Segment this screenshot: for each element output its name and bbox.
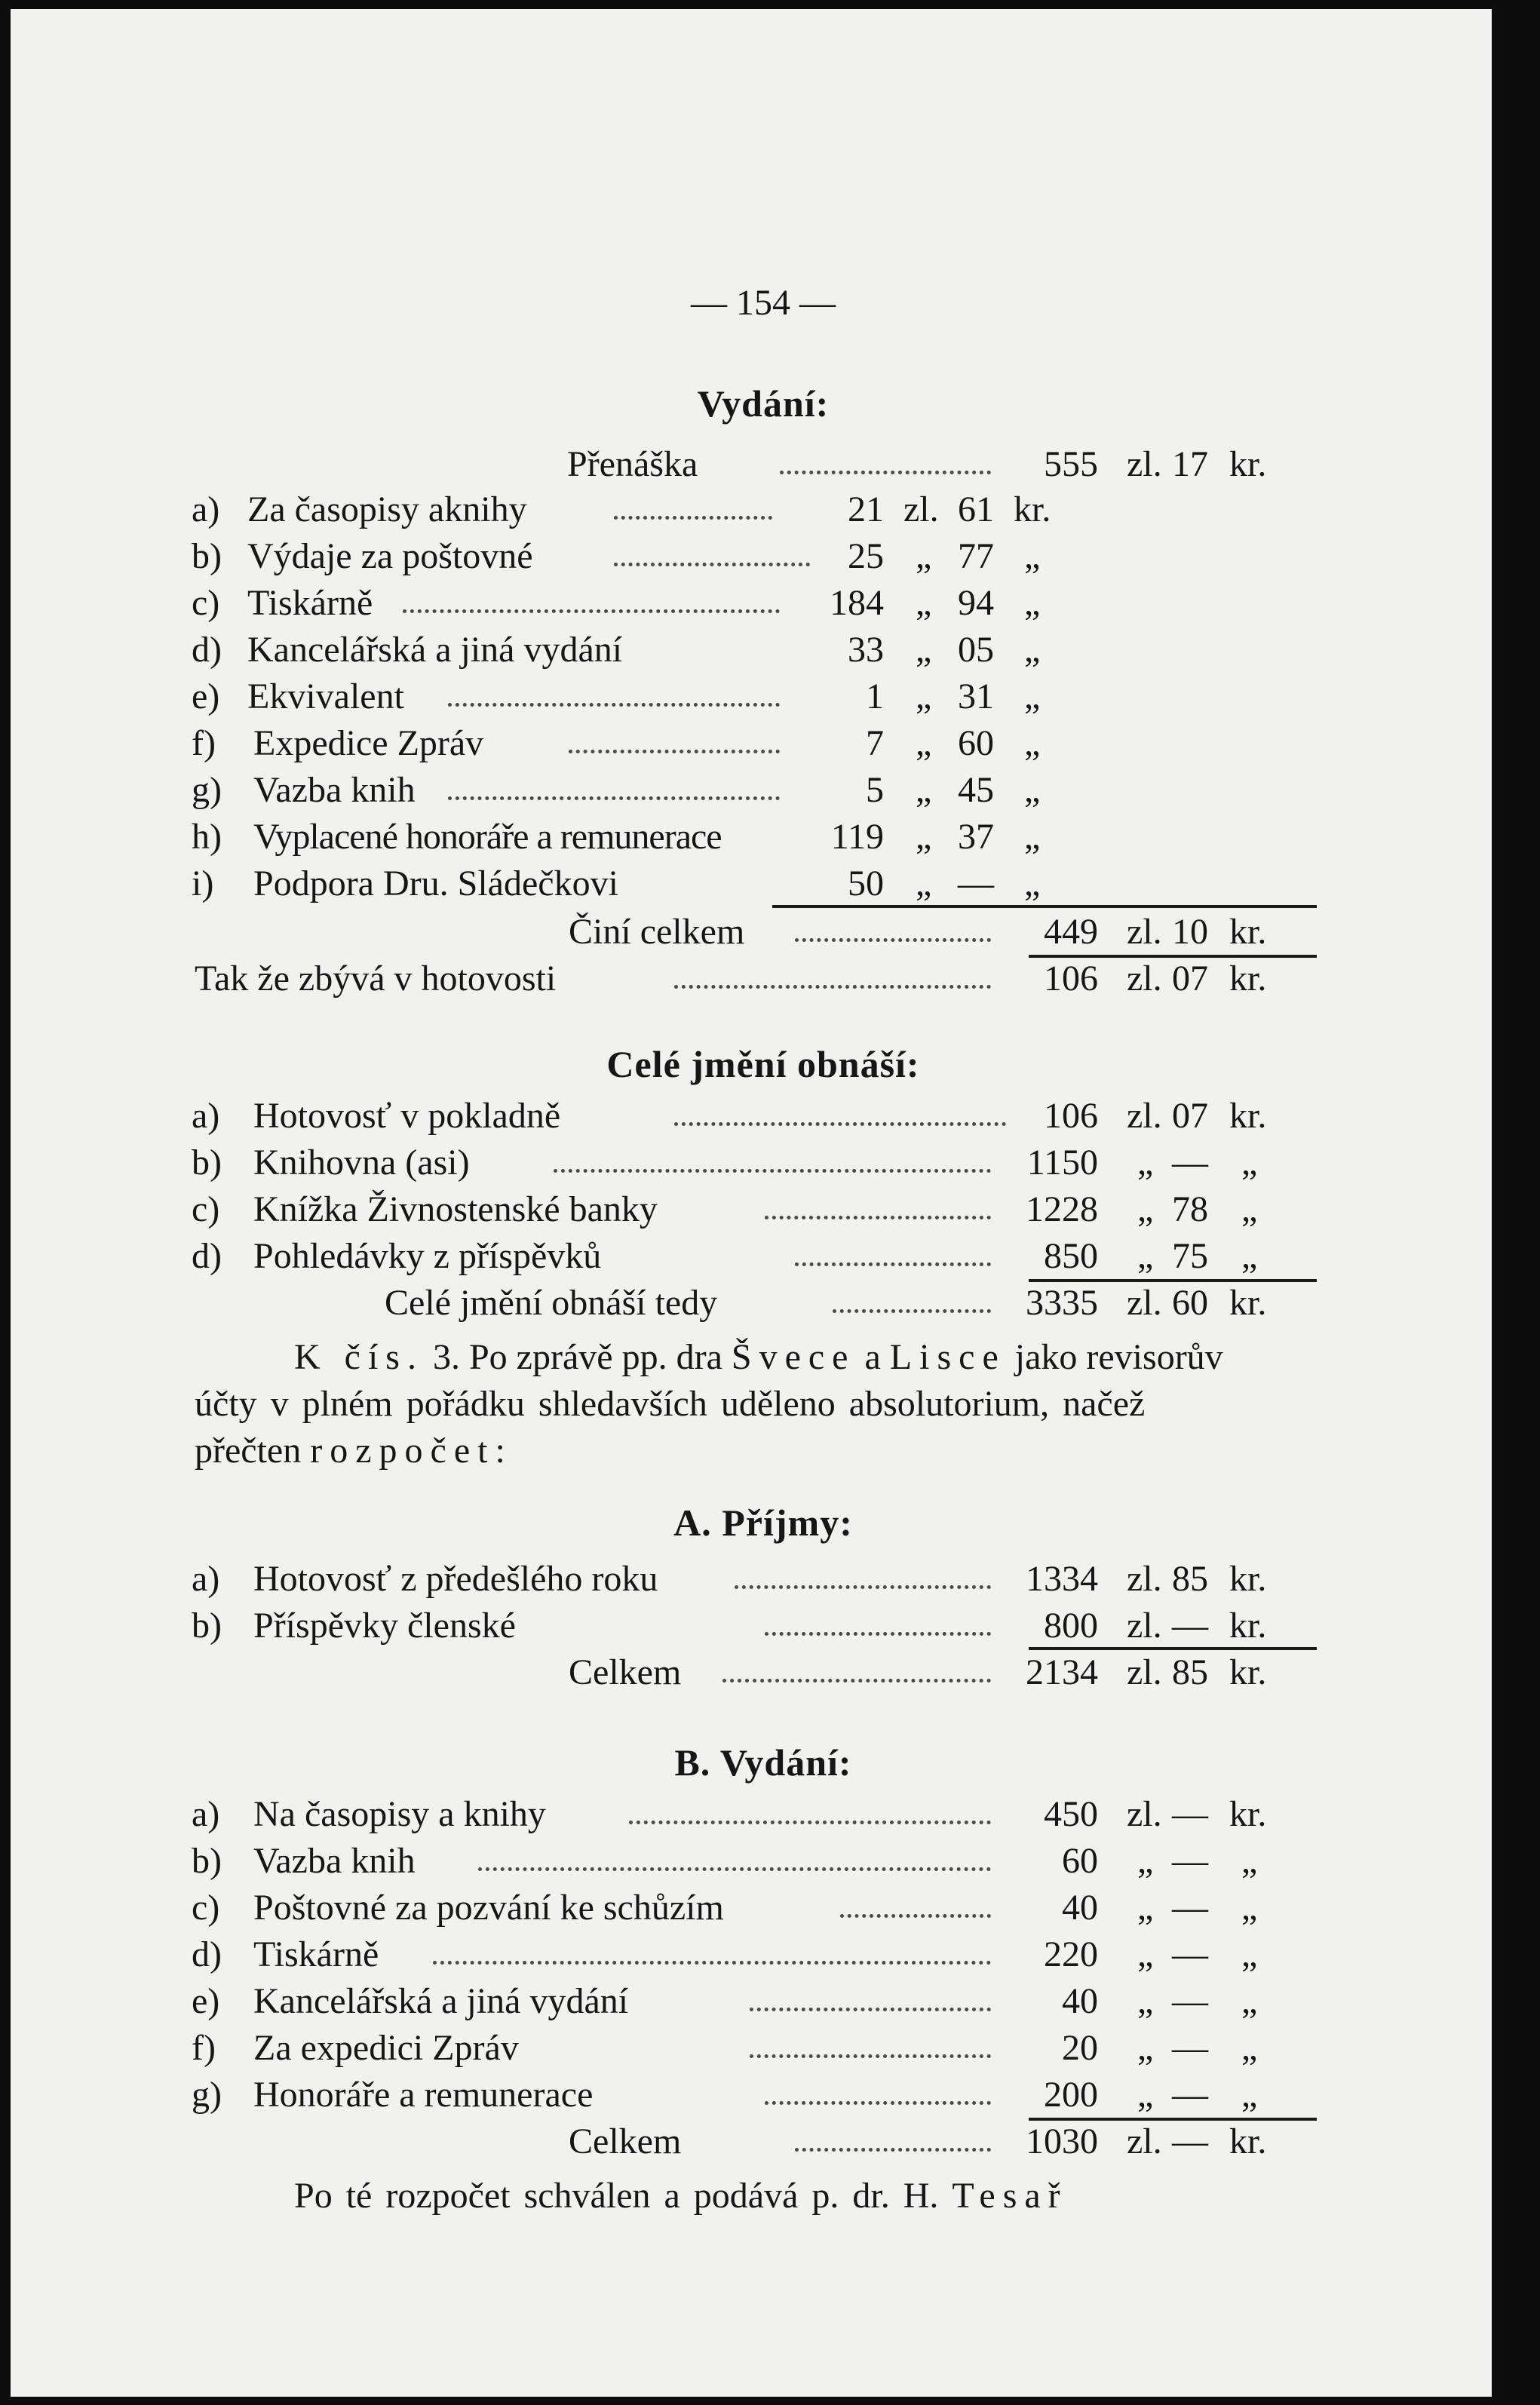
leader-dots	[614, 563, 810, 566]
paragraph-line-3	[195, 1433, 505, 1469]
leader-dots	[765, 2101, 991, 2105]
vydani-b-total-label: Celkem	[569, 2121, 682, 2161]
vydani-b-total-zl-unit: zl.	[1127, 2121, 1162, 2161]
item-zl: 106	[1044, 1096, 1098, 1136]
carry-kr: 17	[1172, 444, 1208, 484]
prijmy-total-kr-unit: kr.	[1229, 1652, 1267, 1692]
item-letter: e)	[192, 676, 220, 716]
leader-dots	[554, 1169, 991, 1173]
prijmy-total-kr: 85	[1172, 1652, 1208, 1692]
item-zl: 184	[830, 583, 884, 623]
item-kr-unit: „	[1241, 2075, 1258, 2115]
item-zl: 40	[1062, 1981, 1098, 2021]
section-heading-vydani: Vydání:	[697, 382, 830, 425]
leader-dots	[765, 1216, 991, 1219]
item-kr-unit: „	[1241, 1143, 1258, 1183]
item-zl-unit: zl.	[1127, 1559, 1162, 1599]
item-letter: b)	[192, 536, 222, 576]
item-zl: 450	[1044, 1794, 1098, 1834]
item-letter: g)	[192, 2075, 222, 2115]
item-kr: —	[1172, 1794, 1208, 1834]
item-zl: 1150	[1026, 1143, 1098, 1183]
page-edge-shadow	[1492, 9, 1516, 2397]
vydani-total-label: Činí celkem	[569, 912, 745, 952]
item-kr: 45	[958, 770, 994, 810]
vydani-b-total-kr: —	[1172, 2121, 1208, 2161]
item-letter: d)	[192, 1934, 222, 1974]
leader-dots	[629, 1821, 991, 1824]
item-kr-unit: kr.	[1229, 1559, 1267, 1599]
item-kr: 60	[958, 723, 994, 763]
item-label: Hotovosť v pokladně	[253, 1096, 561, 1136]
item-label: Vazba knih	[253, 1841, 416, 1881]
section-heading-prijmy: A. Příjmy:	[673, 1502, 853, 1544]
item-zl: 25	[848, 536, 884, 576]
remaining-zl: 106	[1044, 959, 1098, 999]
item-label: Tiskárně	[247, 583, 373, 623]
remaining-kr: 07	[1172, 959, 1208, 999]
carry-kr-unit: kr.	[1229, 444, 1267, 484]
leader-dots	[478, 1867, 991, 1871]
item-zl-unit: „	[1137, 2075, 1154, 2115]
item-zl: 33	[848, 630, 884, 670]
item-letter: f)	[192, 2028, 216, 2068]
item-kr: —	[1172, 1934, 1208, 1974]
item-kr: —	[1172, 1981, 1208, 2021]
item-letter: a)	[192, 1559, 220, 1599]
leader-dots	[750, 2008, 991, 2011]
item-kr: —	[1172, 1143, 1208, 1183]
vydani-total-zl-unit: zl.	[1127, 912, 1162, 952]
item-kr: —	[1172, 2075, 1208, 2115]
item-letter: b)	[192, 1606, 222, 1646]
leader-dots	[674, 1122, 1006, 1126]
item-zl-unit: „	[916, 770, 932, 810]
paragraph-text: jako revisorův	[1014, 1337, 1223, 1377]
name-lisec: Lisce	[889, 1337, 1006, 1377]
item-zl-unit: „	[1137, 1841, 1154, 1881]
item-zl-unit: „	[1137, 1143, 1154, 1183]
item-letter: a)	[192, 1794, 220, 1834]
colon: :	[495, 1431, 505, 1471]
leader-dots	[765, 1632, 991, 1636]
k-cis: K čís.	[294, 1337, 424, 1377]
item-letter: a)	[192, 1096, 220, 1136]
item-kr: 94	[958, 583, 994, 623]
item-zl-unit: „	[1137, 1888, 1154, 1928]
vydani-total-zl: 449	[1044, 912, 1098, 952]
vydani-total-kr-unit: kr.	[1229, 912, 1267, 952]
item-kr: 75	[1172, 1236, 1208, 1276]
conjunction: a	[864, 1337, 881, 1377]
item-label: Tiskárně	[253, 1934, 379, 1974]
item-label: Hotovosť z předešlého roku	[253, 1559, 658, 1599]
closing-text: Po té rozpočet schválen a podává p. dr. H.	[294, 2176, 939, 2216]
page-number: — 154 —	[691, 283, 836, 323]
carry-label: Přenáška	[567, 444, 698, 484]
paragraph-line-1	[294, 1339, 1223, 1376]
jmeni-total-kr: 60	[1172, 1283, 1208, 1323]
item-zl-unit: „	[916, 676, 932, 716]
leader-dots	[735, 1585, 991, 1589]
item-kr-unit: kr.	[1014, 489, 1051, 529]
prijmy-total-label: Celkem	[569, 1652, 682, 1692]
item-zl: 1228	[1026, 1189, 1098, 1229]
item-letter: c)	[192, 583, 220, 623]
item-label: Honoráře a remunerace	[253, 2075, 594, 2115]
leader-dots	[674, 985, 991, 989]
jmeni-total-zl-unit: zl.	[1127, 1283, 1162, 1323]
item-zl: 21	[848, 489, 884, 529]
item-letter: d)	[192, 1236, 222, 1276]
paragraph-text: 3. Po zprávě pp. dra	[432, 1337, 722, 1377]
item-kr: 77	[958, 536, 994, 576]
item-kr-unit: „	[1241, 1841, 1258, 1881]
leader-dots	[448, 703, 780, 707]
item-letter: f)	[192, 723, 216, 763]
item-kr: —	[1172, 1606, 1208, 1646]
item-label: Na časopisy a knihy	[253, 1794, 546, 1834]
item-zl: 40	[1062, 1888, 1098, 1928]
item-zl: 7	[866, 723, 884, 763]
item-zl-unit: „	[1137, 1236, 1154, 1276]
item-label: Vyplacené honoráře a remunerace	[253, 817, 722, 857]
carry-zl-unit: zl.	[1127, 444, 1162, 484]
paragraph-line-2: účty v plném pořádku shledavších uděleno absolutorium, načež	[195, 1384, 1146, 1424]
paragraph-text: přečten	[195, 1431, 302, 1471]
item-zl-unit: zl.	[903, 489, 939, 529]
item-letter: i)	[192, 864, 214, 903]
prijmy-total-zl-unit: zl.	[1127, 1652, 1162, 1692]
remaining-label: Tak že zbývá v hotovosti	[195, 959, 557, 999]
item-kr: —	[1172, 1888, 1208, 1928]
sum-rule	[1029, 1279, 1317, 1282]
item-zl-unit: „	[1137, 1981, 1154, 2021]
leader-dots	[795, 938, 991, 942]
item-zl-unit: „	[916, 817, 932, 857]
jmeni-total-label: Celé jmění obnáší tedy	[385, 1283, 718, 1323]
leader-dots	[833, 1309, 991, 1313]
item-kr-unit: „	[1241, 1981, 1258, 2021]
item-zl-unit: zl.	[1127, 1606, 1162, 1646]
sum-rule	[1029, 2118, 1317, 2121]
leader-dots	[722, 1679, 991, 1683]
item-kr-unit: „	[1241, 1934, 1258, 1974]
item-letter: e)	[192, 1981, 220, 2021]
item-letter: g)	[192, 770, 222, 810]
item-label: Kancelářská a jiná vydání	[247, 630, 623, 670]
sum-rule	[1029, 955, 1317, 958]
section-heading-vydani-b: B. Vydání:	[674, 1741, 852, 1784]
item-zl-unit: „	[916, 723, 932, 763]
item-label: Za expedici Zpráv	[253, 2028, 519, 2068]
item-letter: c)	[192, 1189, 220, 1229]
item-kr-unit: „	[1024, 676, 1041, 716]
item-zl-unit: „	[1137, 2028, 1154, 2068]
item-label: Vazba knih	[253, 770, 416, 810]
item-kr: —	[958, 864, 994, 903]
item-kr: 85	[1172, 1559, 1208, 1599]
item-zl-unit: zl.	[1127, 1794, 1162, 1834]
item-zl-unit: „	[1137, 1934, 1154, 1974]
item-zl: 5	[866, 770, 884, 810]
item-kr-unit: „	[1024, 536, 1041, 576]
prijmy-total-zl: 2134	[1026, 1652, 1098, 1692]
leader-dots	[433, 1961, 991, 1965]
leader-dots	[403, 609, 780, 613]
item-kr-unit: „	[1241, 1888, 1258, 1928]
sum-rule	[772, 905, 1317, 908]
vydani-total-kr: 10	[1172, 912, 1208, 952]
item-label: Kancelářská a jiná vydání	[253, 1981, 629, 2021]
leader-dots	[448, 796, 780, 800]
jmeni-total-zl: 3335	[1026, 1283, 1098, 1323]
item-label: Knihovna (asi)	[253, 1143, 470, 1183]
leader-dots	[780, 471, 991, 474]
item-label: Za časopisy aknihy	[247, 489, 527, 529]
leader-dots	[614, 516, 772, 520]
leader-dots	[840, 1914, 991, 1918]
item-kr: 61	[958, 489, 994, 529]
carry-zl: 555	[1044, 444, 1098, 484]
book-page	[11, 9, 1516, 2397]
item-letter: h)	[192, 817, 222, 857]
item-kr: —	[1172, 1841, 1208, 1881]
item-zl-unit: „	[1137, 1189, 1154, 1229]
section-heading-jmeni: Celé jmění obnáší:	[606, 1043, 920, 1085]
item-kr: 31	[958, 676, 994, 716]
item-zl-unit: „	[916, 583, 932, 623]
leader-dots	[750, 2054, 991, 2058]
item-zl: 119	[830, 817, 884, 857]
item-zl: 50	[848, 864, 884, 903]
item-letter: a)	[192, 489, 220, 529]
item-zl: 60	[1062, 1841, 1098, 1881]
item-kr-unit: „	[1241, 1189, 1258, 1229]
rozpocet-spaced: rozpočet	[310, 1431, 495, 1471]
remaining-zl-unit: zl.	[1127, 959, 1162, 999]
item-zl-unit: „	[916, 630, 932, 670]
item-zl-unit: zl.	[1127, 1096, 1162, 1136]
sum-rule	[1029, 1647, 1317, 1650]
item-kr-unit: „	[1024, 817, 1041, 857]
item-kr: 07	[1172, 1096, 1208, 1136]
item-kr-unit: „	[1241, 1236, 1258, 1276]
vydani-b-total-zl: 1030	[1026, 2121, 1098, 2161]
item-zl-unit: „	[916, 864, 932, 903]
item-letter: b)	[192, 1143, 222, 1183]
item-label: Výdaje za poštovné	[247, 536, 533, 576]
item-kr-unit: „	[1024, 864, 1041, 903]
leader-dots	[795, 1262, 991, 1266]
item-kr-unit: kr.	[1229, 1794, 1267, 1834]
name-svec: Švece	[731, 1337, 856, 1377]
item-letter: c)	[192, 1888, 220, 1928]
item-label: Podpora Dru. Sládečkovi	[253, 864, 618, 903]
item-letter: d)	[192, 630, 222, 670]
item-label: Expedice Zpráv	[253, 723, 484, 763]
remaining-kr-unit: kr.	[1229, 959, 1267, 999]
closing-name: Tesař	[952, 2176, 1068, 2216]
leader-dots	[569, 750, 780, 753]
leader-dots	[795, 2148, 991, 2152]
item-zl: 20	[1062, 2028, 1098, 2068]
item-label: Pohledávky z příspěvků	[253, 1236, 602, 1276]
vydani-b-total-kr-unit: kr.	[1229, 2121, 1267, 2161]
item-zl: 850	[1044, 1236, 1098, 1276]
item-label: Ekvivalent	[247, 676, 404, 716]
item-kr-unit: kr.	[1229, 1096, 1267, 1136]
item-label: Knížka Živnostenské banky	[253, 1189, 658, 1229]
jmeni-total-kr-unit: kr.	[1229, 1283, 1267, 1323]
item-zl: 1334	[1026, 1559, 1098, 1599]
item-kr: —	[1172, 2028, 1208, 2068]
item-kr: 78	[1172, 1189, 1208, 1229]
item-label: Příspěvky členské	[253, 1606, 516, 1646]
item-kr-unit: kr.	[1229, 1606, 1267, 1646]
item-kr-unit: „	[1024, 630, 1041, 670]
item-kr-unit: „	[1024, 770, 1041, 810]
item-zl: 200	[1044, 2075, 1098, 2115]
item-kr-unit: „	[1241, 2028, 1258, 2068]
item-zl-unit: „	[916, 536, 932, 576]
item-kr-unit: „	[1024, 583, 1041, 623]
item-label: Poštovné za pozvání ke schůzím	[253, 1888, 724, 1928]
item-kr: 37	[958, 817, 994, 857]
item-zl: 800	[1044, 1606, 1098, 1646]
item-zl: 220	[1044, 1934, 1098, 1974]
item-zl: 1	[866, 676, 884, 716]
closing-line	[294, 2178, 1068, 2214]
item-letter: b)	[192, 1841, 222, 1881]
item-kr-unit: „	[1024, 723, 1041, 763]
item-kr: 05	[958, 630, 994, 670]
